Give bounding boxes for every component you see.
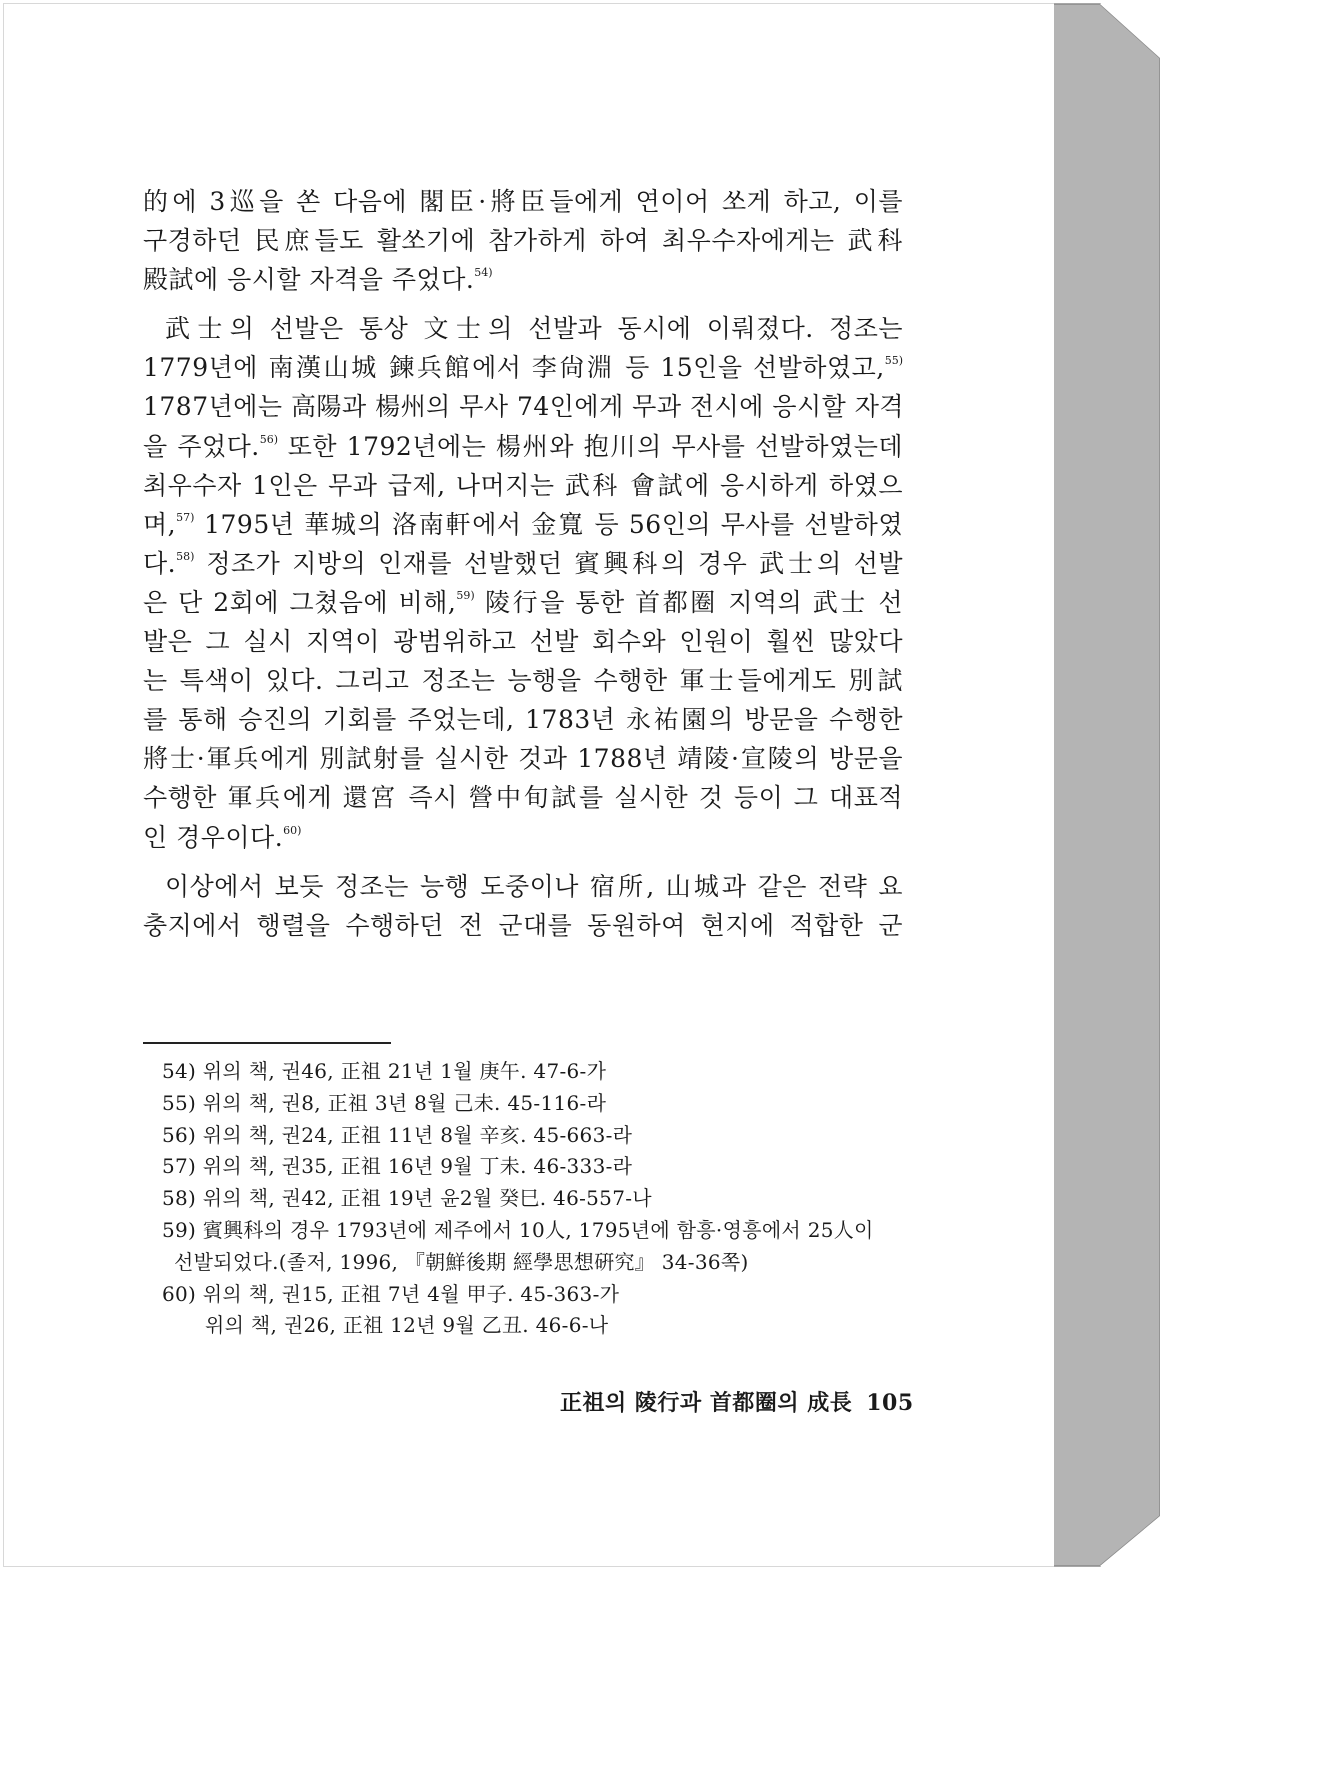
footnote-ref: 60) (283, 823, 302, 837)
footnote-ref: 58) (176, 549, 195, 563)
footnote-ref: 55) (884, 354, 903, 368)
text-line: 武士의 선발은 통상 文士의 선발과 동시에 이뤄졌다. 정조는 (165, 314, 903, 344)
text-line: 발은 그 실시 지역이 광범위하고 선발 회수와 인원이 훨씬 많았다 (143, 627, 903, 657)
paragraph-3 (143, 867, 903, 945)
text-line: 1787년에는 高陽과 楊州의 무사 74인에게 무과 전시에 응시할 자격 (143, 392, 905, 422)
footnote-ref: 54) (474, 266, 493, 280)
footnote-57: 57) 위의 책, 권35, 正祖 16년 9월 丁未. 46-333-라 (162, 1154, 633, 1179)
paragraph-2 (143, 309, 903, 856)
text-line: 的에 3巡을 쏜 다음에 閣臣·將臣들에게 연이어 쏘게 하고, 이를 (143, 187, 903, 216)
text-line: 이상에서 보듯 정조는 능행 도중이나 宿所, 山城과 같은 전략 요 (165, 871, 903, 901)
footnote-55: 55) 위의 책, 권8, 正祖 3년 8월 己未. 45-116-라 (162, 1090, 607, 1115)
footnote-separator (143, 1042, 391, 1044)
running-title: 正祖의 陵行과 首都圈의 成長 (560, 1390, 853, 1416)
footnote-54: 54) 위의 책, 권46, 正祖 21년 1월 庚午. 47-6-가 (162, 1059, 607, 1083)
footnote-ref: 57) (176, 510, 195, 524)
text-line: 다.$^{58)}$ 정조가 지방의 인재를 선발했던 賓興科의 경우 武士의 선발 (143, 548, 903, 578)
footnote-58: 58) 위의 책, 권42, 正祖 19년 윤2월 癸巳. 46-557-나 (162, 1186, 652, 1211)
text-line: 將士·軍兵에게 別試射를 실시한 것과 1788년 靖陵·宣陵의 방문을 (143, 744, 903, 774)
paragraph-1 (143, 182, 903, 299)
page-number: 105 (866, 1390, 914, 1416)
footnote-56: 56) 위의 책, 권24, 正祖 11년 8월 辛亥. 45-663-라 (162, 1122, 633, 1147)
text-line: 을 주었다.$^{56)}$ 또한 1792년에는 楊州와 抱川의 무사를 선발하였는데 (143, 431, 903, 461)
footnote-ref: 56) (259, 432, 279, 446)
footnotes (162, 1056, 902, 1342)
footnote-60-continued: 위의 책, 권26, 正祖 12년 9월 乙丑. 46-6-나 (205, 1313, 609, 1338)
footnote-ref: 59) (456, 588, 475, 602)
text-line: 구경하던 民庶들도 활쏘기에 참가하게 하여 최우수자에게는 武科 (143, 226, 903, 256)
footnote-59: 59) 賓興科의 경우 1793년에 제주에서 10人, 1795년에 함흥·영흥에서 25人이 (162, 1217, 874, 1242)
running-footer (560, 1386, 914, 1417)
text-line: 수행한 軍兵에게 還宮 즉시 營中旬試를 실시한 것 등이 그 대표적 (143, 783, 903, 813)
footnote-60: 60) 위의 책, 권15, 正祖 7년 4월 甲子. 45-363-가 (162, 1281, 620, 1306)
body-text (143, 182, 903, 945)
text-line: 를 통해 승진의 기회를 주었는데, 1783년 永祐園의 방문을 수행한 (143, 705, 903, 735)
text-line: 최우수자 1인은 무과 급제, 나머지는 武科 會試에 응시하게 하였으 (143, 470, 903, 500)
text-line: 殿試에 응시할 자격을 주었다.$^{54)}$ (143, 265, 493, 295)
footnote-59-continued: 선발되었다.(졸저, 1996, 『朝鮮後期 經學思想硏究』 34-36쪽) (174, 1249, 749, 1274)
text-line: 며,$^{57)}$ 1795년 華城의 洛南軒에서 金寬 등 56인의 무사를 선발하였 (143, 509, 903, 539)
text-line: 은 단 2회에 그쳤음에 비해,$^{59)}$ 陵行을 통한 首都圈 지역의 武士 선 (143, 587, 904, 617)
text-line: 는 특색이 있다. 그리고 정조는 능행을 수행한 軍士들에게도 別試 (143, 666, 903, 696)
text-line: 충지에서 행렬을 수행하던 전 군대를 동원하여 현지에 적합한 군 (143, 910, 903, 940)
text-line: 1779년에 南漢山城 鍊兵館에서 李尙淵 등 15인을 선발하였고,$^{55)}$ (143, 353, 903, 383)
text-line: 인 경우이다.$^{60)}$ (143, 822, 302, 852)
